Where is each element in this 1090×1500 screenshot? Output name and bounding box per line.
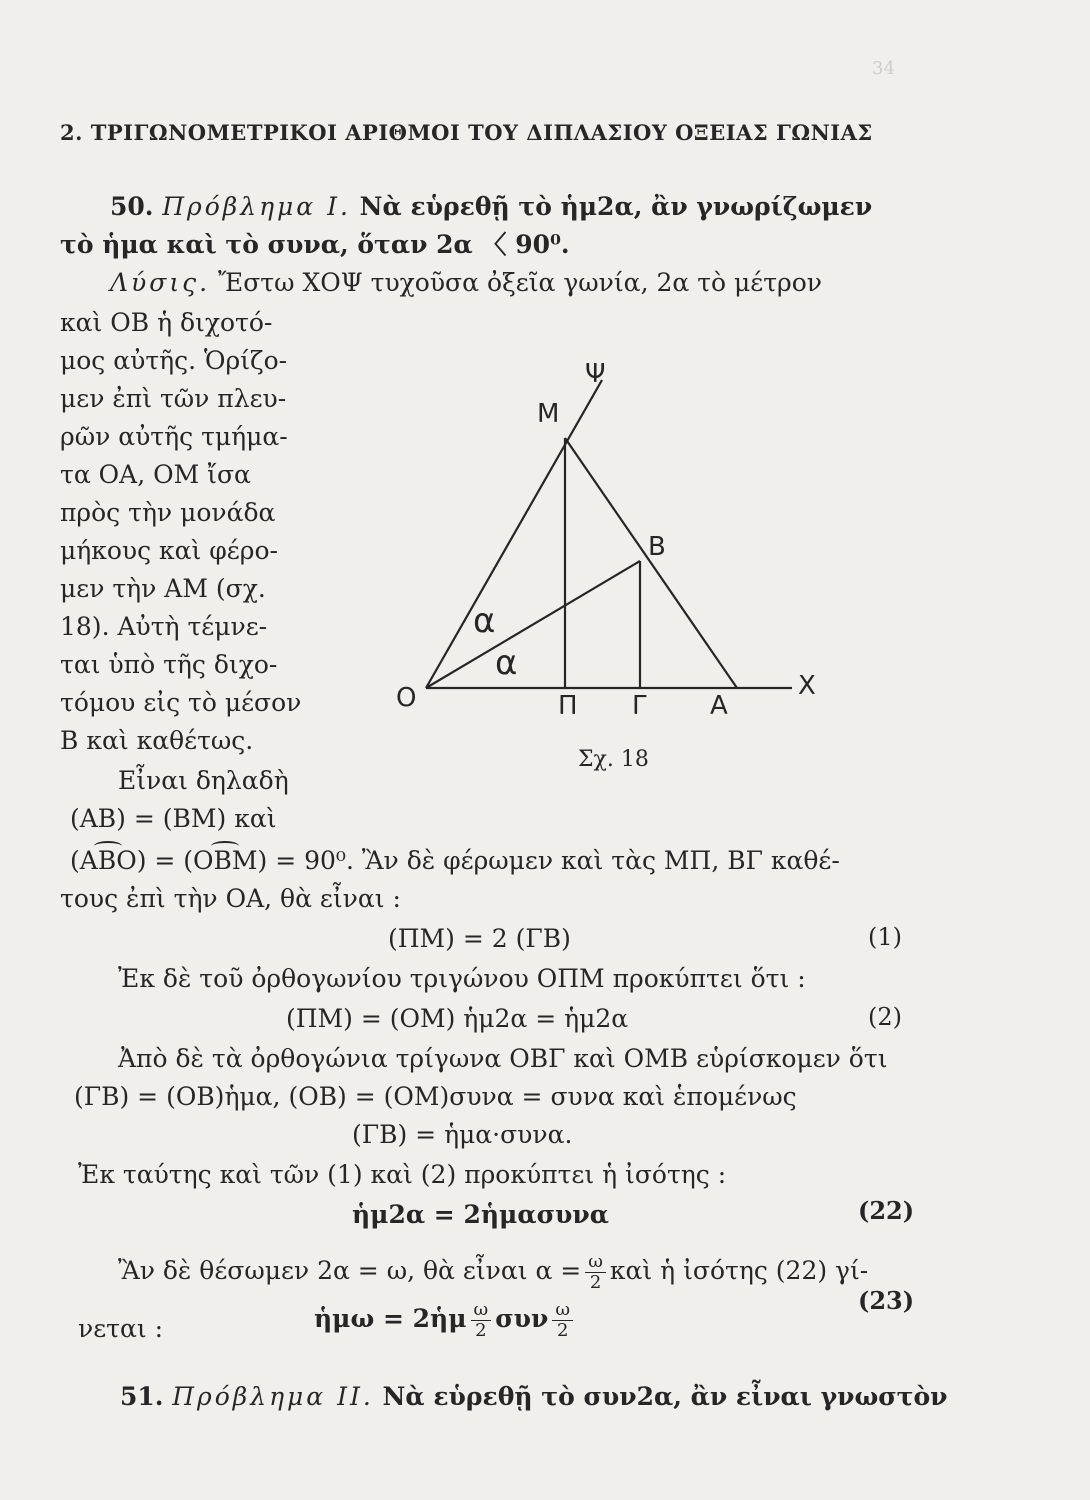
angle-abo: ΑΒΟ (79, 846, 137, 875)
problem-51-line (120, 1382, 948, 1412)
line-an (118, 1252, 868, 1293)
angle-obm: ΟΒΜ (193, 846, 258, 875)
side-line: 18). Αὐτὴ τέμνε- (60, 612, 268, 641)
problem-51-label: Πρόβλημα ΙΙ. (172, 1382, 374, 1411)
label-p: Π (558, 691, 578, 721)
eq23-frac-1-num: ω (471, 1300, 492, 1321)
solution-first-text: Ἔστω ΧΟΨ τυχοῦσα ὀξεῖα γωνία, 2α τὸ μέτρον (218, 268, 822, 297)
bisector-ob (426, 561, 640, 688)
line-an-part1: Ἂν δὲ θέσωμεν 2α = ω, θὰ εἶναι α = (118, 1256, 582, 1285)
eq23-mid: συν (495, 1304, 549, 1333)
angle-line: (ΑΒΟ) = (ΟΒΜ) = 90⁰. Ἂν δὲ φέρωμεν καὶ τὰς ΜΠ, ΒΓ καθέ- (70, 846, 840, 875)
equation-22-number: (22) (858, 1196, 915, 1225)
side-line: καὶ ΟΒ ἡ διχοτό- (60, 308, 273, 337)
fraction-numerator: ω (585, 1252, 606, 1273)
side-line: πρὸς τὴν μονάδα (60, 498, 276, 527)
fraction-omega-2 (585, 1252, 606, 1293)
side-line: μος αὐτῆς. Ὁρίζο- (60, 346, 288, 375)
side-line: μήκους καὶ φέρο- (60, 536, 278, 565)
problem-50-line2: τὸ ἡμα καὶ τὸ συνα, ὅταν 2α 〈 90⁰. (60, 230, 570, 259)
equation-gb: (ΓΒ) = ἡμα·συνα. (352, 1120, 573, 1149)
eq23-frac-2-den: 2 (556, 1320, 569, 1341)
equation-22: ἡμ2α = 2ἡμασυνα (352, 1200, 609, 1229)
label-g: Γ (632, 691, 647, 721)
line-apo: Ἀπὸ δὲ τὰ ὀρθογώνια τρίγωνα ΟΒΓ καὶ ΟΜΒ εὑρίσκομεν ὅτι (118, 1044, 888, 1073)
equation-23-number: (23) (858, 1286, 915, 1315)
angle-line-rest: = 90⁰. Ἂν δὲ φέρωμεν καὶ τὰς ΜΠ, ΒΓ καθέ- (275, 846, 840, 875)
side-line: τόμου εἰς τὸ μέσον (60, 688, 302, 717)
equation-2: (ΠΜ) = (ΟΜ) ἡμ2α = ἡμ2α (286, 1004, 629, 1033)
side-line: ται ὑπὸ τῆς διχο- (60, 650, 278, 679)
label-psi: Ψ (585, 359, 606, 389)
problem-51-number: 51. (120, 1382, 164, 1411)
problem-51-statement: Νὰ εὑρεθῇ τὸ συν2α, ἂν εἶναι γνωστὸν (382, 1382, 948, 1411)
section-heading: 2. ΤΡΙΓΩΝΟΜΕΤΡΙΚΟΙ ΑΡΙΘΜΟΙ ΤΟΥ ΔΙΠΛΑΣΙΟΥ ΟΞΕΙΑΣ ΓΩΝΙΑΣ (60, 120, 873, 145)
figure-caption: Σχ. 18 (578, 747, 649, 772)
line-netai: νεται : (78, 1314, 164, 1343)
solution-first-line (110, 268, 822, 298)
segment-am (565, 438, 737, 688)
side-line: τα ΟΑ, ΟΜ ἴσα (60, 460, 251, 489)
line-toys: τους ἐπὶ τὴν ΟΑ, θὰ εἶναι : (60, 884, 401, 913)
equation-2-number: (2) (868, 1003, 902, 1031)
eq23-frac-1 (471, 1300, 492, 1341)
equation-1: (ΠΜ) = 2 (ΓΒ) (388, 924, 571, 953)
eq23-frac-2 (552, 1300, 573, 1341)
figure-18 (380, 350, 840, 780)
label-o: Ο (396, 683, 417, 713)
problem-label: Πρόβλημα Ι. (162, 192, 351, 221)
label-alpha-upper: α (473, 601, 496, 641)
label-alpha-lower: α (495, 643, 518, 683)
equation-1-number: (1) (868, 923, 902, 951)
fraction-denominator: 2 (589, 1272, 602, 1293)
label-a: Α (710, 691, 728, 721)
label-m: Μ (537, 399, 560, 429)
side-line: Β καὶ καθέτως. (60, 726, 254, 755)
eq23-lhs: ἡμω = 2ἡμ (314, 1304, 467, 1333)
label-b: Β (648, 532, 666, 562)
problem-50-line1 (110, 192, 872, 222)
solution-label: Λύσις. (110, 268, 211, 297)
line-ek: Ἐκ δὲ τοῦ ὀρθογωνίου τριγώνου ΟΠΜ προκύπτει ὅτι : (118, 964, 806, 993)
page-number: 34 (872, 58, 895, 79)
line-ab-bm: (ΑΒ) = (ΒΜ) καὶ (70, 804, 277, 833)
eq23-frac-1-den: 2 (475, 1320, 487, 1341)
side-opsi (426, 380, 602, 688)
side-line: μεν τὴν ΑΜ (σχ. (60, 574, 266, 603)
side-line: ρῶν αὐτῆς τμήμα- (60, 422, 288, 451)
line-gb: (ΓΒ) = (ΟΒ)ἡμα, (ΟΒ) = (ΟΜ)συνα = συνα καὶ ἑπομένως (74, 1082, 797, 1111)
problem-number: 50. (110, 192, 154, 221)
line-taytis: Ἐκ ταύτης καὶ τῶν (1) καὶ (2) προκύπτει ἡ ἰσότης : (78, 1160, 727, 1189)
side-line: μεν ἐπὶ τῶν πλευ- (60, 384, 287, 413)
line-an-part2: καὶ ἡ ἰσότης (22) γί- (609, 1256, 869, 1285)
eq23-frac-2-num: ω (552, 1300, 573, 1321)
label-x: Χ (798, 671, 816, 701)
equation-23 (314, 1300, 577, 1341)
problem-statement: Νὰ εὑρεθῇ τὸ ἡμ2α, ἂν γνωρίζωμεν (359, 192, 873, 221)
line-einai: Εἶναι δηλαδὴ (118, 766, 289, 795)
